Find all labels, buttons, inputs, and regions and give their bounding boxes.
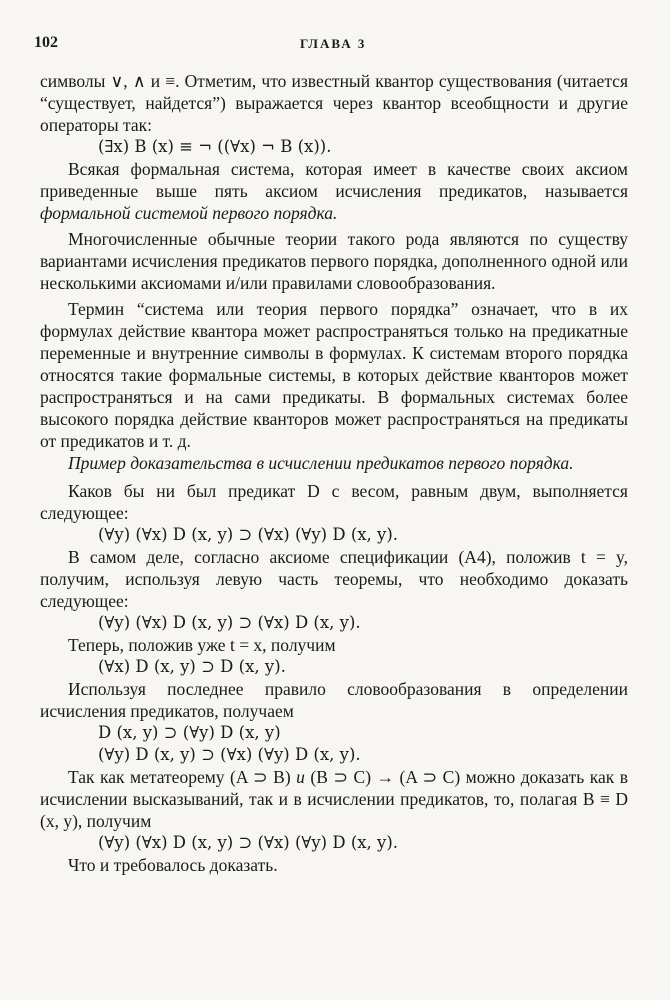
paragraph-text: Так как метатеорему (A ⊃ B) — [68, 767, 297, 787]
formula: (∃x) B (x) ≡ ¬ ((∀x) ¬ B (x)). — [98, 137, 332, 156]
paragraph: Что и требовалось доказать. — [68, 855, 278, 875]
paragraph: Многочисленные обычные теории такого рода являются по существу вариантами исчисления предикатов первого порядка, дополненного одной или несколькими аксиомами и/или правилами словообразования. — [40, 229, 628, 293]
paragraph: Теперь, положив уже t = x, получим — [68, 635, 336, 655]
example-heading — [40, 452, 628, 474]
example-heading-text: Пример доказательства в исчислении предикатов первого порядка. — [68, 453, 574, 473]
paragraph: В самом деле, согласно аксиоме спецификации (A4), положив t = y, получим, используя левую часть теоремы, что необходимо доказать следующее: — [40, 547, 628, 611]
paragraph-text: (B ⊃ C) → (A ⊃ C) можно доказать как в исчислении высказываний, так и в исчислении предикатов, то, полагая B ≡ D (x, y), получим — [40, 767, 628, 831]
page-number: 102 — [34, 34, 58, 51]
paragraph: символы ∨, ∧ и ≡. Отметим, что известный квантор существования (читается “существует, найдется”) выражается через квантор всеобщности и другие операторы так: — [40, 71, 628, 135]
formula: (∀y) (∀x) D (x, y) ⊃ (∀x) (∀y) D (x, y). — [98, 525, 399, 544]
formula: (∀y) (∀x) D (x, y) ⊃ (∀x) D (x, y). — [98, 613, 361, 632]
definition-term: формальной системой первого порядка. — [40, 203, 338, 223]
paragraph: Используя последнее правило словообразования в определении исчисления предикатов, получаем — [40, 679, 628, 721]
formula: (∀x) D (x, y) ⊃ D (x, y). — [98, 657, 286, 676]
conjunction-italic: и — [296, 767, 305, 787]
page-body — [40, 70, 628, 876]
formula: (∀y) D (x, y) ⊃ (∀x) (∀y) D (x, y). — [98, 745, 361, 764]
running-header: ГЛАВА 3 — [300, 36, 367, 51]
paragraph: Каков бы ни был предикат D с весом, равным двум, выполняется следующее: — [40, 481, 628, 523]
paragraph — [40, 766, 628, 832]
paragraph — [40, 158, 628, 224]
formula: D (x, y) ⊃ (∀y) D (x, y) — [98, 723, 281, 742]
formula: (∀y) (∀x) D (x, y) ⊃ (∀x) (∀y) D (x, y). — [98, 833, 399, 852]
paragraph-text: Всякая формальная система, которая имеет в качестве своих аксиом приведенные выше пять аксиом исчисления предикатов, называется — [40, 159, 628, 201]
paragraph: Термин “система или теория первого порядка” означает, что в их формулах действие квантора может распространяться только на предикатные переменные и внутренние символы в формулах. К системам второго порядка относятся такие формальные системы, в которых действие кванторов может распространяться и на сами предикаты. В формальных системах более высокого порядка действие кванторов может распространяться на предикаты от предикатов и т. д. — [40, 299, 628, 451]
